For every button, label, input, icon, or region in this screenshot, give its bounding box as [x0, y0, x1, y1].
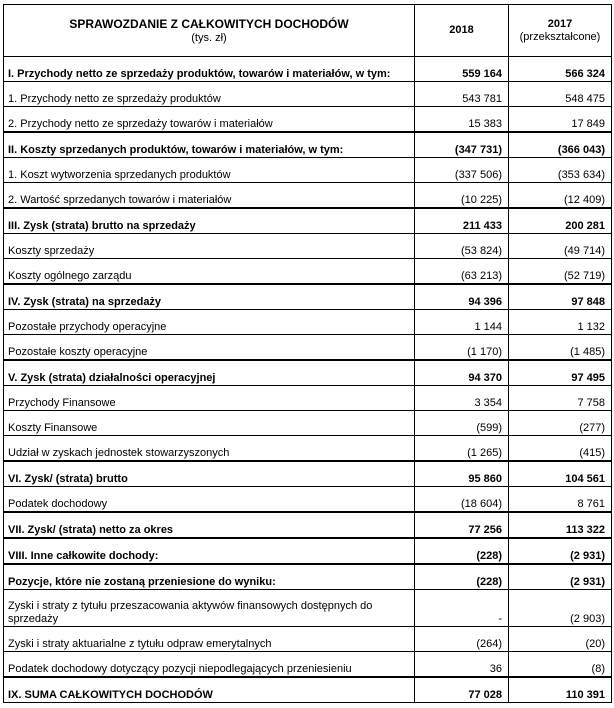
row-label: 2. Wartość sprzedanych towarów i materiałów	[4, 183, 415, 209]
row-label: III. Zysk (strata) brutto na sprzedaży	[4, 208, 415, 234]
value-2017: (353 634)	[509, 158, 612, 183]
value-2017: (8)	[509, 652, 612, 678]
row-label: VIII. Inne całkowite dochody:	[4, 538, 415, 564]
value-2018: (18 604)	[415, 487, 509, 513]
value-2017: 17 849	[509, 107, 612, 133]
value-2017: 548 475	[509, 82, 612, 107]
table-row	[4, 259, 612, 285]
value-2017: 1 132	[509, 310, 612, 335]
value-2017: 113 322	[509, 512, 612, 538]
table-row	[4, 335, 612, 361]
row-label: V. Zysk (strata) działalności operacyjnej	[4, 360, 415, 386]
table-row	[4, 487, 612, 513]
column-header-2018: 2018	[415, 5, 509, 57]
value-2017: 97 495	[509, 360, 612, 386]
value-2017: (20)	[509, 627, 612, 652]
value-2018: 77 028	[415, 677, 509, 703]
row-label: VI. Zysk/ (strata) brutto	[4, 461, 415, 487]
row-label: Koszty ogólnego zarządu	[4, 259, 415, 285]
statement-title-cell	[4, 5, 415, 57]
row-label: Podatek dochodowy	[4, 487, 415, 513]
value-2017: (2 931)	[509, 538, 612, 564]
row-label: Koszty sprzedaży	[4, 234, 415, 259]
value-2018: (1 170)	[415, 335, 509, 361]
row-label: Zyski i straty z tytułu przeszacowania aktywów finansowych dostępnych do sprzedaży	[4, 590, 415, 627]
value-2017: (49 714)	[509, 234, 612, 259]
column-header-2017-note: (przekształcone)	[519, 30, 601, 43]
table-row	[4, 411, 612, 436]
value-2018: (347 731)	[415, 132, 509, 158]
table-row	[4, 234, 612, 259]
value-2018: 95 860	[415, 461, 509, 487]
table-row	[4, 57, 612, 82]
table-row	[4, 158, 612, 183]
value-2018: (53 824)	[415, 234, 509, 259]
table-row	[4, 386, 612, 411]
row-label: Pozycje, które nie zostaną przeniesione do wyniku:	[4, 564, 415, 590]
value-2018: 94 396	[415, 284, 509, 310]
table-row	[4, 183, 612, 209]
value-2017: (2 931)	[509, 564, 612, 590]
row-label: IV. Zysk (strata) na sprzedaży	[4, 284, 415, 310]
value-2017: (12 409)	[509, 183, 612, 209]
value-2017: 7 758	[509, 386, 612, 411]
value-2017: 8 761	[509, 487, 612, 513]
value-2017: 110 391	[509, 677, 612, 703]
value-2017: (415)	[509, 436, 612, 462]
value-2018: 1 144	[415, 310, 509, 335]
table-row	[4, 360, 612, 386]
value-2017: (366 043)	[509, 132, 612, 158]
table-row	[4, 677, 612, 703]
table-row	[4, 627, 612, 652]
value-2017: 566 324	[509, 57, 612, 82]
value-2017: (52 719)	[509, 259, 612, 285]
value-2017: 200 281	[509, 208, 612, 234]
row-label: 1. Przychody netto ze sprzedaży produktów	[4, 82, 415, 107]
value-2018: 543 781	[415, 82, 509, 107]
column-header-2017	[509, 5, 612, 57]
column-header-2017-year: 2017	[547, 17, 573, 30]
value-2018: (1 265)	[415, 436, 509, 462]
table-row	[4, 538, 612, 564]
table-row	[4, 284, 612, 310]
table-header-row	[4, 5, 612, 57]
row-label: 2. Przychody netto ze sprzedaży towarów i materiałów	[4, 107, 415, 133]
value-2018: (599)	[415, 411, 509, 436]
value-2018: -	[415, 590, 509, 627]
value-2018: 36	[415, 652, 509, 678]
table-row	[4, 107, 612, 133]
table-row	[4, 461, 612, 487]
value-2017: 104 561	[509, 461, 612, 487]
value-2018: 15 383	[415, 107, 509, 133]
row-label: Zyski i straty aktuarialne z tytułu odpraw emerytalnych	[4, 627, 415, 652]
row-label: Podatek dochodowy dotyczący pozycji niepodlegających przeniesieniu	[4, 652, 415, 678]
value-2017: (1 485)	[509, 335, 612, 361]
value-2018: (228)	[415, 538, 509, 564]
income-statement-table	[3, 4, 612, 703]
value-2017: (277)	[509, 411, 612, 436]
row-label: I. Przychody netto ze sprzedaży produktów, towarów i materiałów, w tym:	[4, 57, 415, 82]
table-row	[4, 310, 612, 335]
table-row	[4, 82, 612, 107]
value-2018: 211 433	[415, 208, 509, 234]
table-row	[4, 436, 612, 462]
table-row	[4, 132, 612, 158]
value-2018: (63 213)	[415, 259, 509, 285]
value-2018: 559 164	[415, 57, 509, 82]
row-label: Koszty Finansowe	[4, 411, 415, 436]
table-row	[4, 590, 612, 627]
table-row	[4, 512, 612, 538]
table-row	[4, 652, 612, 678]
row-label: Udział w zyskach jednostek stowarzyszonych	[4, 436, 415, 462]
table-row	[4, 208, 612, 234]
table-row	[4, 564, 612, 590]
row-label: Przychody Finansowe	[4, 386, 415, 411]
value-2017: (2 903)	[509, 590, 612, 627]
value-2018: 94 370	[415, 360, 509, 386]
statement-title: SPRAWOZDANIE Z CAŁKOWITYCH DOCHODÓW	[69, 16, 349, 31]
row-label: Pozostałe koszty operacyjne	[4, 335, 415, 361]
value-2018: (10 225)	[415, 183, 509, 209]
value-2018: (228)	[415, 564, 509, 590]
row-label: II. Koszty sprzedanych produktów, towarów i materiałów, w tym:	[4, 132, 415, 158]
value-2018: 77 256	[415, 512, 509, 538]
value-2018: (337 506)	[415, 158, 509, 183]
row-label: 1. Koszt wytworzenia sprzedanych produktów	[4, 158, 415, 183]
row-label: Pozostałe przychody operacyjne	[4, 310, 415, 335]
row-label: IX. SUMA CAŁKOWITYCH DOCHODÓW	[4, 677, 415, 703]
value-2018: 3 354	[415, 386, 509, 411]
statement-unit: (tys. zł)	[191, 31, 227, 44]
value-2018: (264)	[415, 627, 509, 652]
value-2017: 97 848	[509, 284, 612, 310]
row-label: VII. Zysk/ (strata) netto za okres	[4, 512, 415, 538]
